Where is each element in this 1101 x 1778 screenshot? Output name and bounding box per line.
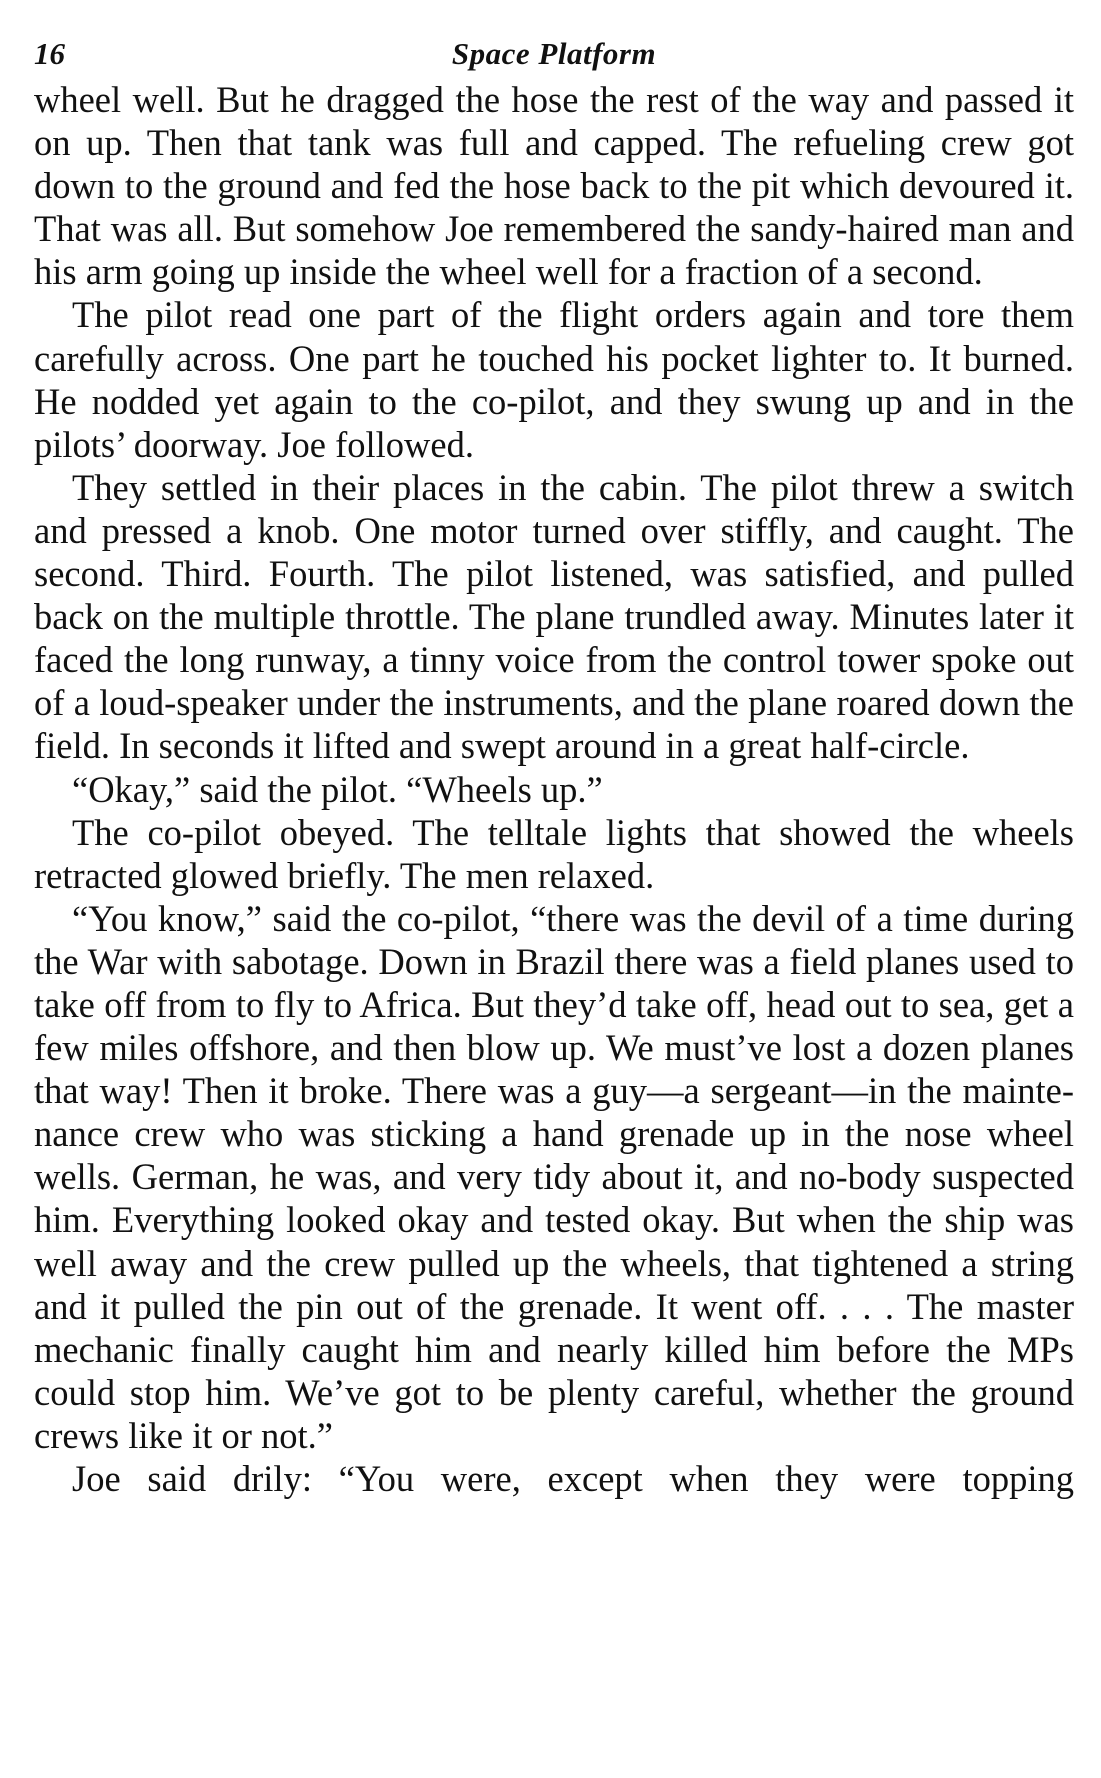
paragraph-continued: wheel well. But he dragged the hose the rest of the way and passed it on up. Then that tank was full and capped. The refueling crew got down to the ground and fed the hose back to the pit which devoured it. That was all. But somehow Joe remembered the sandy-haired man and his arm going up inside the wheel well for a fraction of a second.	[34, 79, 1074, 293]
page-number: 16	[34, 36, 65, 71]
paragraph: “Okay,” said the pilot. “Wheels up.”	[72, 768, 603, 810]
paragraph: The co-pilot obeyed. The telltale lights that showed the wheels retracted glowed briefly. The men relaxed.	[34, 811, 1074, 896]
paragraph: “You know,” said the co-pilot, “there was the devil of a time during the War with sabotage. Down in Brazil there was a field planes used to take off from to fly to Africa. But they’d take off, head out to sea, get a few miles offshore, and then blow up. We must’ve lost a dozen planes that way! Then it broke. There was a guy—a sergeant—in the mainte-nance crew who was sticking a hand grenade up in the nose wheel wells. German, he was, and very tidy about it, and no-body suspected him. Everything looked okay and tested okay. But when the ship was well away and the crew pulled up the wheels, that tightened a string and it pulled the pin out of the grenade. It went off. . . . The master mechanic finally caught him and nearly killed him before the MPs could stop him. We’ve got to be plenty careful, whether the ground crews like it or not.”	[34, 897, 1074, 1456]
paragraph: They settled in their places in the cabin. The pilot threw a switch and pressed a knob. One motor turned over stiffly, and caught. The second. Third. Fourth. The pilot listened, was satisfied, and pulled back on the multiple throttle. The plane trundled away. Minutes later it faced the long runway, a tinny voice from the control tower spoke out of a loud-speaker under the instruments, and the plane roared down the field. In seconds it lifted and swept around in a great half-circle.	[34, 466, 1074, 767]
paragraph-last: Joe said drily: “You were, except when they were topping	[72, 1458, 1074, 1499]
body-text	[34, 78, 1074, 1500]
paragraph: The pilot read one part of the flight orders again and tore them carefully across. One part he touched his pocket lighter to. It burned. He nodded yet again to the co-pilot, and they swung up and in the pilots’ doorway. Joe followed.	[34, 294, 1074, 465]
running-head	[34, 30, 1074, 78]
book-page	[34, 30, 1074, 1500]
book-title: Space Platform	[451, 36, 657, 71]
